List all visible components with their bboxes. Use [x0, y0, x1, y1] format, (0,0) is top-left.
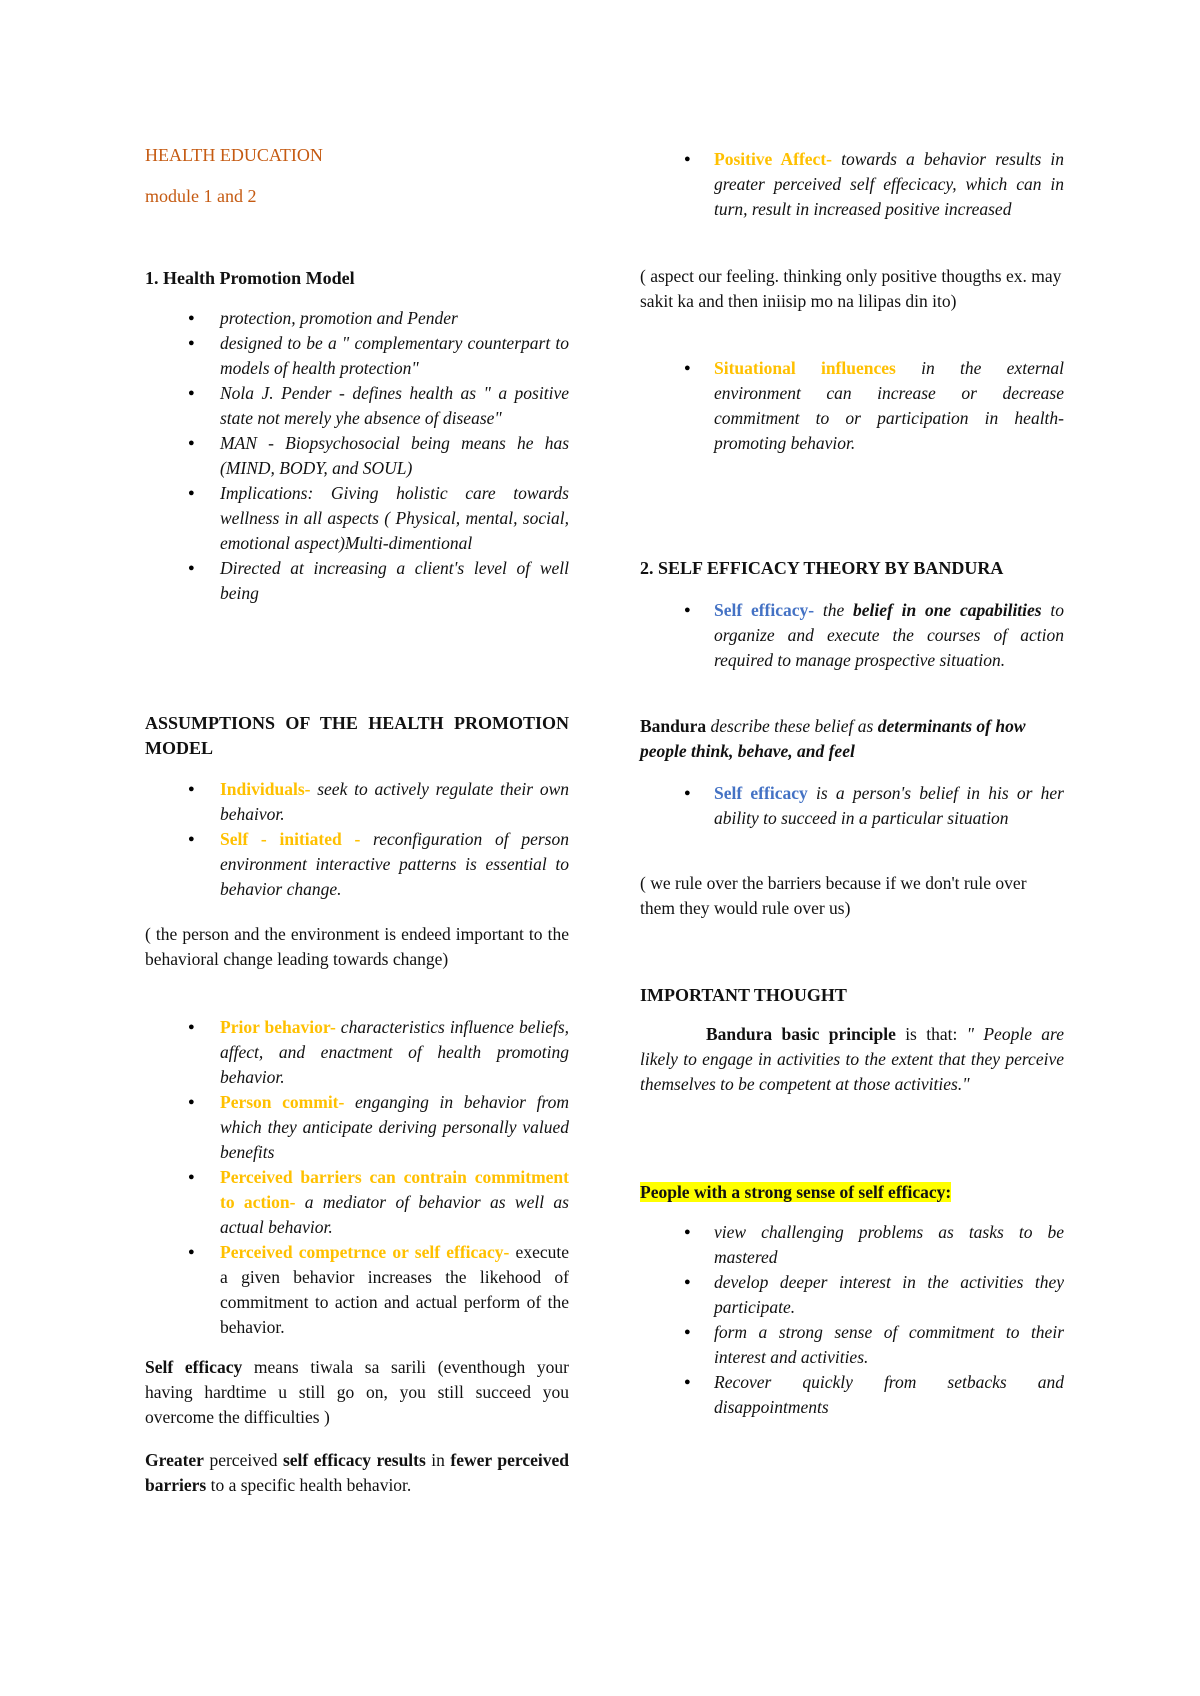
list-item: ● develop deeper interest in the activities they participate.: [640, 1270, 1064, 1320]
greater-efficacy-paragraph: [145, 1448, 569, 1498]
term-description: execute a given behavior increases the likehood of commitment to action and actual perform of the behavior.: [220, 1242, 569, 1337]
term-description: towards a behavior results in greater perceived self effecicacy, which can in turn, result in increased positive increased: [714, 149, 1064, 219]
list-item: ● designed to be a " complementary counterpart to models of health protection": [145, 331, 569, 381]
section-heading-self-efficacy-theory: 2. SELF EFFICACY THEORY BY BANDURA: [640, 558, 1004, 578]
list-item: ● MAN - Biopsychosocial being means he has (MIND, BODY, and SOUL): [145, 431, 569, 481]
term-label: Self efficacy: [714, 783, 808, 803]
list-item: ● view challenging problems as tasks to be mastered: [640, 1220, 1064, 1270]
hpm-bullet-list: [145, 306, 569, 606]
section-heading-important-thought: IMPORTANT THOUGHT: [640, 985, 847, 1005]
strong-sense-heading: [640, 1180, 1064, 1205]
list-item: [640, 356, 1064, 456]
text-run: in: [425, 1450, 451, 1470]
text-run: self efficacy results: [282, 1450, 426, 1470]
assumptions-bullet-list: [145, 777, 569, 902]
situational-influences-list: [640, 356, 1064, 456]
term-description: characteristics influence beliefs, affect, and enactment of health promoting behavior.: [220, 1017, 570, 1087]
text-run: describe these belief as: [706, 716, 878, 736]
term-description: a mediator of behavior as well as actual behavior.: [220, 1192, 569, 1237]
paragraph-text: means tiwala sa sarili (eventhough your having hardtime u still go on, you still succeed you overcome the difficulties ): [145, 1357, 569, 1427]
term-label: Individuals-: [220, 779, 311, 799]
list-item: [145, 827, 569, 902]
list-item: [640, 147, 1064, 222]
section-heading-health-promotion-model: 1. Health Promotion Model: [145, 268, 355, 288]
term-description: in the external environment can increase or decrease commitment to or participation in health-promoting behavior.: [714, 358, 1065, 453]
list-item: [145, 777, 569, 827]
text-run: belief in one capabilities: [853, 600, 1042, 620]
term-label: Person commit-: [220, 1092, 345, 1112]
document-title: HEALTH EDUCATION: [145, 145, 323, 165]
term-label: Situational influences: [714, 358, 896, 378]
self-efficacy-person-list: [640, 781, 1064, 831]
factors-bullet-list: [145, 1015, 569, 1340]
term-description: reconfiguration of person environment interactive patterns is essential to behavior change.: [220, 829, 569, 899]
term-label: Prior behavior-: [220, 1017, 336, 1037]
term-label: Positive Affect-: [714, 149, 832, 169]
text-run: to organize and execute the courses of action required to manage prospective situation.: [714, 600, 1064, 670]
term-label: Self - initiated -: [220, 829, 361, 849]
principle-paragraph: [640, 1022, 1064, 1097]
text-run: Greater: [145, 1450, 204, 1470]
note-paragraph: ( we rule over the barriers because if we don't rule over them they would rule over us): [640, 873, 1027, 918]
term-label: Self efficacy: [145, 1357, 243, 1377]
term-label: Self efficacy-: [714, 600, 815, 620]
self-efficacy-paragraph: [145, 1355, 569, 1430]
list-item: [640, 598, 1064, 673]
term-description: is a person's belief in his or her ability to succeed in a particular situation: [714, 783, 1064, 828]
list-item: [145, 1240, 569, 1340]
note-paragraph: ( the person and the environment is endeed important to the behavioral change leading towards change): [145, 924, 569, 969]
list-item: ● form a strong sense of commitment to their interest and activities.: [640, 1320, 1064, 1370]
text-run: fewer perceived barriers: [145, 1450, 569, 1495]
text-run: Bandura basic principle: [706, 1024, 896, 1044]
section-heading-assumptions: ASSUMPTIONS OF THE HEALTH PROMOTION MODEL: [145, 713, 569, 758]
list-item: [145, 1090, 569, 1165]
text-run: " People are likely to engage in activities to the extent that they perceive themselves to be competent at those activities.": [640, 1024, 1064, 1094]
list-item: ● Nola J. Pender - defines health as " a positive state not merely yhe absence of disease": [145, 381, 569, 431]
term-label: Perceived competrnce or self efficacy-: [220, 1242, 510, 1262]
list-item: [145, 1165, 569, 1240]
positive-affect-list: [640, 147, 1064, 222]
highlighted-heading: People with a strong sense of self efficacy:: [640, 1182, 952, 1202]
strong-sense-bullet-list: [640, 1220, 1064, 1420]
list-item: ● Directed at increasing a client's level of well being: [145, 556, 569, 606]
bandura-paragraph: [640, 714, 1064, 764]
list-item: [145, 1015, 569, 1090]
list-item: [640, 781, 1064, 831]
list-item: ● Recover quickly from setbacks and disappointments: [640, 1370, 1064, 1420]
self-efficacy-definition-list: [640, 598, 1064, 673]
term-description: seek to actively regulate their own behaivor.: [220, 779, 569, 824]
list-item: ● protection, promotion and Pender: [145, 306, 569, 331]
term-label: Perceived barriers can contrain commitment to action-: [220, 1167, 569, 1212]
list-item: ● Implications: Giving holistic care towards wellness in all aspects ( Physical, mental, social, emotional aspect)Multi-dimentional: [145, 481, 569, 556]
text-run: to a specific health behavior.: [206, 1475, 412, 1495]
text-run: Bandura: [640, 716, 707, 736]
document-subtitle: module 1 and 2: [145, 186, 257, 206]
text-run: determinants of how people think, behave, and feel: [640, 716, 1026, 761]
text-run: is that:: [895, 1024, 967, 1044]
term-description: enganging in behavior from which they anticipate deriving personally valued benefits: [220, 1092, 569, 1162]
note-paragraph: ( aspect our feeling. thinking only positive thougths ex. may sakit ka and then iniisip mo na lilipas din ito): [640, 266, 1062, 311]
text-run: perceived: [203, 1450, 283, 1470]
text-run: the: [814, 600, 853, 620]
